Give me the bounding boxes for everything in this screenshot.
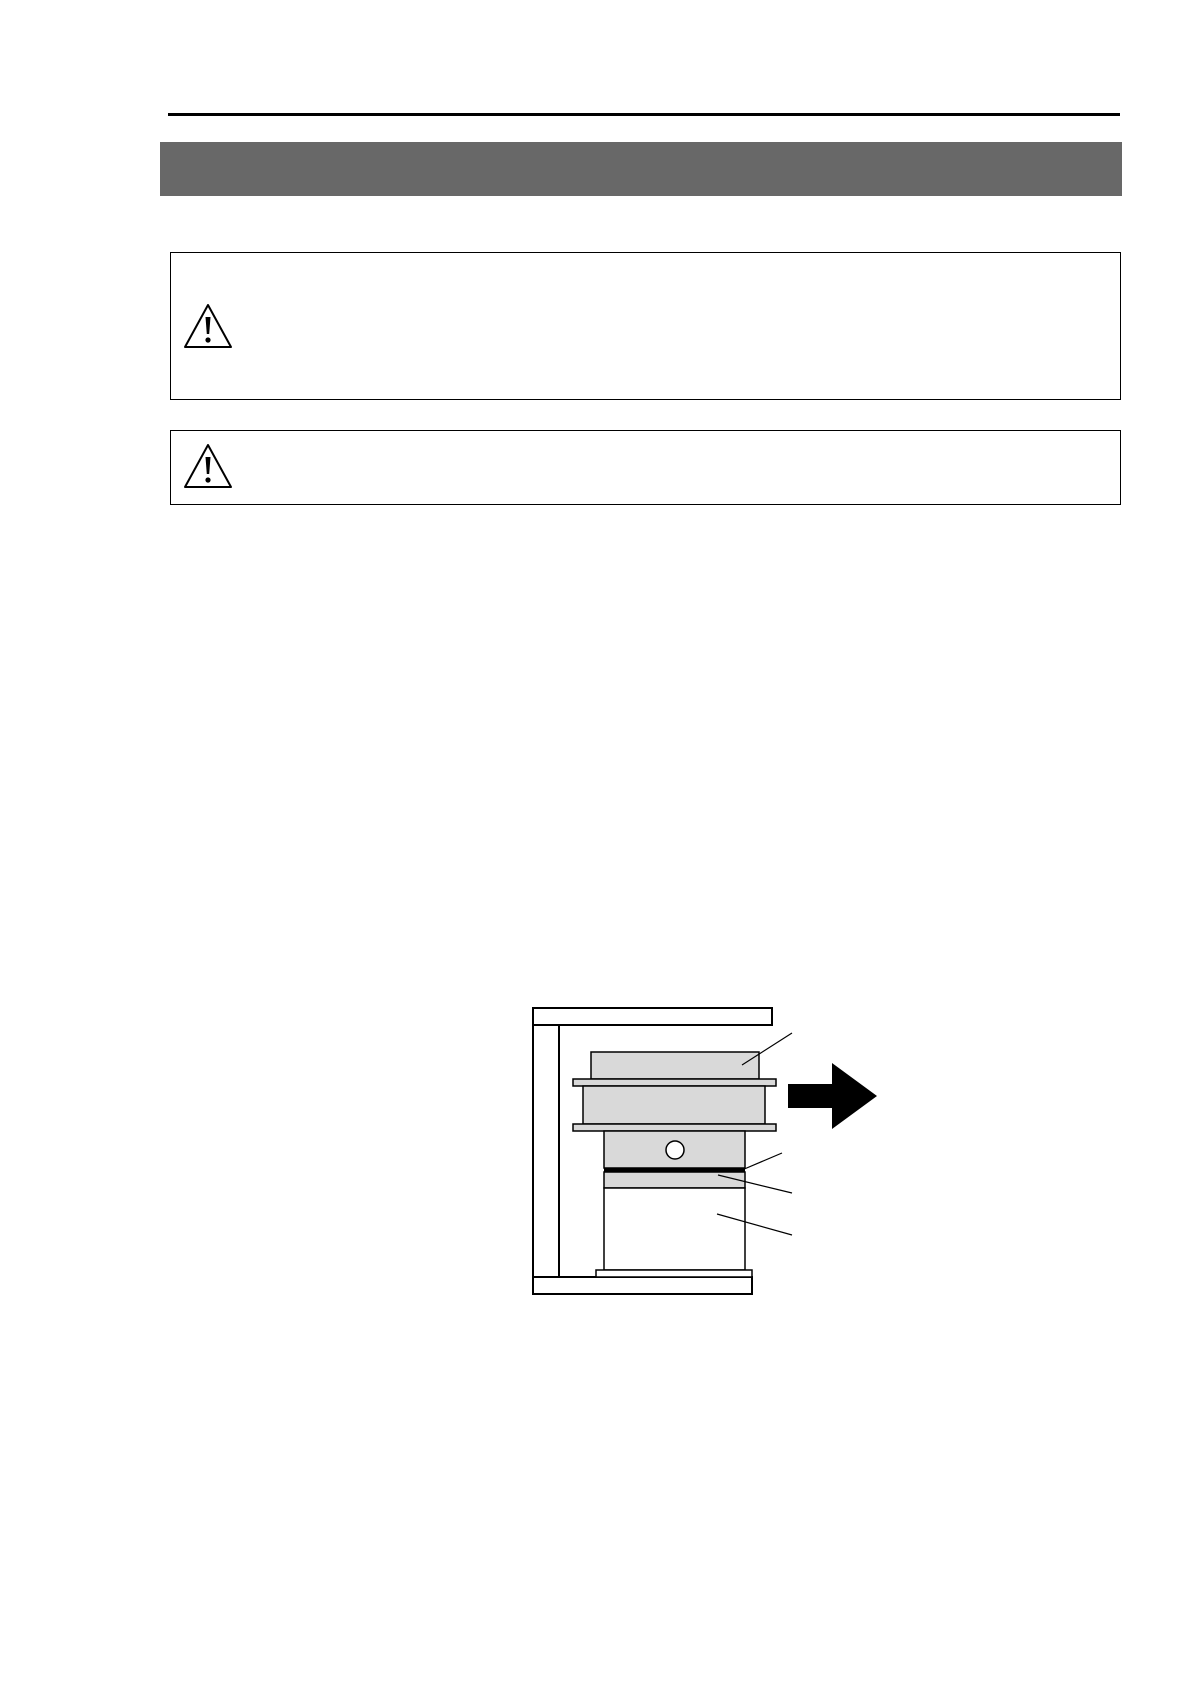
- base-cylinder: [604, 1188, 745, 1270]
- component-removal-figure: [520, 1000, 920, 1310]
- base-plate: [596, 1270, 752, 1277]
- screw-hole: [666, 1141, 684, 1159]
- leader-line-1: [742, 1033, 792, 1065]
- leader-line-2: [742, 1153, 782, 1170]
- caution-notice-1: [170, 252, 1121, 400]
- component-diagram: [520, 1000, 920, 1310]
- middle-housing: [583, 1086, 765, 1124]
- warning-triangle-icon: [183, 443, 233, 489]
- caution-notice-2: [170, 430, 1121, 505]
- frame-top-plate: [533, 1008, 772, 1025]
- frame-bottom-plate: [533, 1277, 752, 1294]
- upper-housing: [591, 1052, 759, 1079]
- frame-side-wall: [533, 1025, 559, 1294]
- lower-flange: [573, 1124, 776, 1131]
- right-arrow-icon: [788, 1063, 877, 1129]
- warning-triangle-icon: [183, 303, 233, 349]
- section-title-bar: [160, 142, 1122, 196]
- header-rule: [168, 113, 1120, 116]
- upper-flange: [573, 1079, 776, 1086]
- shaft-collar: [604, 1172, 745, 1188]
